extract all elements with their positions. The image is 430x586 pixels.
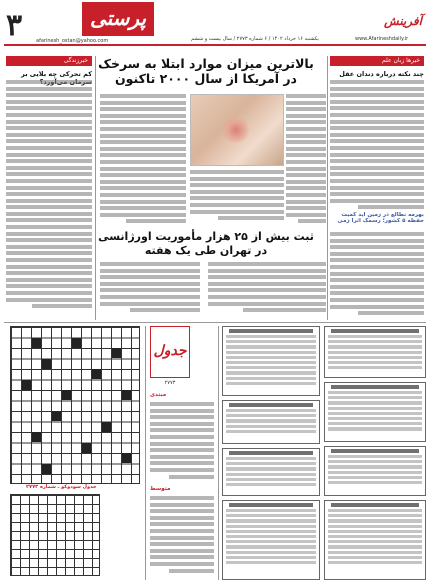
left-column-text	[6, 80, 92, 318]
sudoku-title: جدول سودوکو ـ شماره ۲۷۷۳	[26, 484, 97, 490]
right-column-text	[330, 232, 424, 318]
newspaper-logo: پرستی	[82, 2, 154, 36]
right-column-text	[330, 80, 424, 210]
crossword-grid	[10, 326, 140, 484]
notice-box	[222, 326, 320, 396]
main-headline: بالاترین میزان موارد ابتلا به سرخک در آمریکا از سال ۲۰۰۰ تاکنون	[98, 56, 314, 86]
newspaper-header	[0, 0, 430, 54]
article-text-column	[208, 262, 326, 318]
section-divider	[4, 322, 426, 323]
clues-text	[150, 496, 214, 576]
sudoku-grid	[10, 494, 100, 576]
label-motevaset: متوسط	[150, 486, 171, 492]
article-text-column	[190, 170, 284, 226]
notice-box	[324, 326, 426, 378]
left-column-head: خبرزندگی	[6, 56, 92, 66]
article-text-column	[100, 262, 200, 318]
article-text-column	[286, 94, 326, 226]
right-column-head: خبرها زبان علم	[330, 56, 424, 66]
right-mid-title: بهرمه‌ نطالع در زمین اید کمیت حفظه ۵ کشور؛ رسمک اثرا زمی	[337, 212, 424, 224]
left-box-title: کم تحرکی چه بلایی بر	[21, 70, 92, 78]
header-rule	[4, 44, 426, 46]
right-box-title: چند نکته درباره دندان عقل	[339, 70, 424, 78]
jadval-number: ۲۷۷۳	[164, 380, 176, 386]
header-date-line: یکشنبه ۱۶ خرداد ۱۴۰۲ / ۶ شماره ۲۷۷۳ / سال بیست و ششم	[191, 36, 319, 42]
notice-box	[222, 448, 320, 496]
article-photo	[190, 94, 284, 166]
page-number: ۳	[6, 8, 23, 43]
section-logo: آفرینش	[384, 14, 422, 28]
notice-box	[324, 500, 426, 580]
clues-text	[150, 402, 214, 482]
column-divider	[327, 56, 328, 320]
header-website: www.Afarineshdaily.ir	[355, 36, 409, 42]
article-text-column	[100, 94, 186, 226]
jadval-logo: جدول	[150, 326, 190, 378]
column-divider	[95, 56, 96, 320]
header-email: afarinesh_ostan@yahoo.com	[36, 38, 109, 44]
column-divider	[145, 326, 146, 580]
notice-box	[222, 500, 320, 580]
notice-box	[324, 382, 426, 442]
second-headline: ثبت بیش از ۲۵ هزار مأموریت اورژانسی در تهران طی یک هفته	[98, 230, 314, 257]
column-divider	[218, 326, 219, 580]
label-mobtadi: مبتدی	[150, 392, 167, 398]
notice-box	[324, 446, 426, 496]
notice-box	[222, 400, 320, 444]
